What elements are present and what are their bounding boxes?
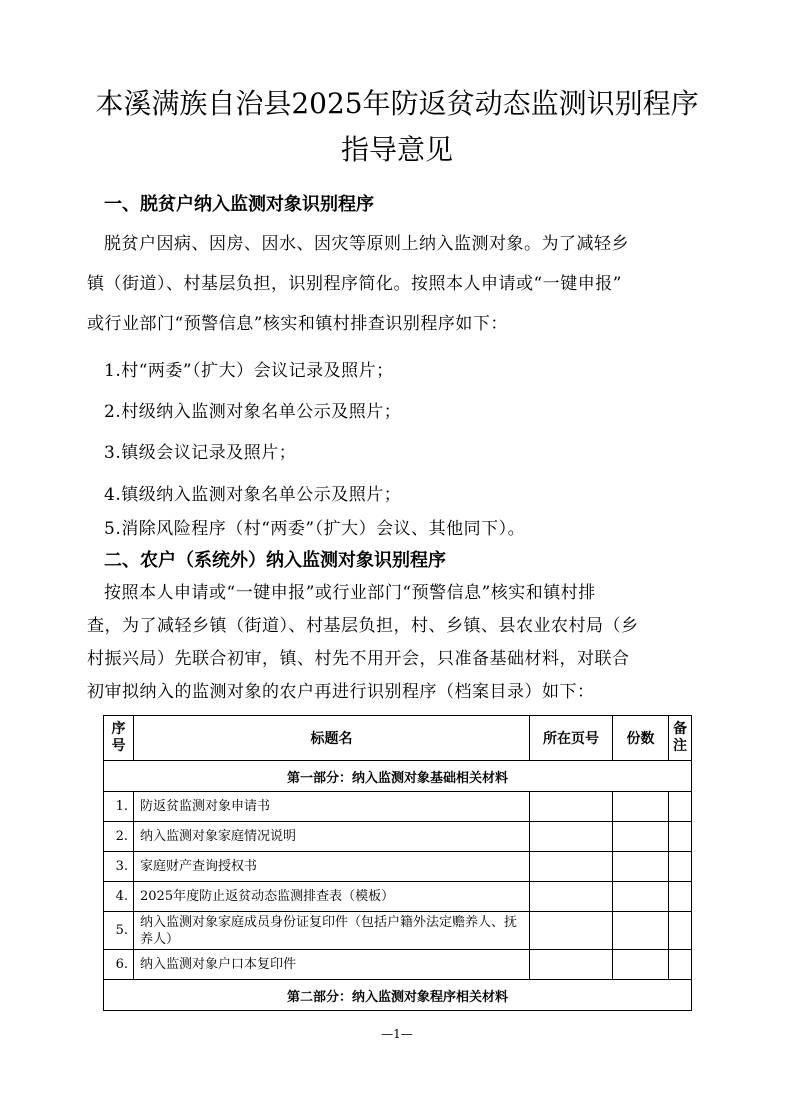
header-title: 标题名	[134, 716, 530, 761]
row-page-cell	[530, 822, 613, 852]
part2-label: 第二部分：纳入监测对象程序相关材料	[104, 980, 692, 1011]
row-number: 3.	[104, 852, 134, 882]
row-copies-cell	[613, 852, 669, 882]
row-remarks-cell	[669, 912, 692, 950]
paragraph-line: 按照本人申请或“一键申报”或行业部门“预警信息”核实和镇村排	[104, 583, 596, 603]
header-page-number: 所在页号	[530, 716, 613, 761]
row-copies-cell	[613, 822, 669, 852]
list-item: 2.村级纳入监测对象名单公示及照片；	[104, 402, 402, 422]
paragraph-line: 查，为了减轻乡镇（街道）、村基层负担，村、乡镇、县农业农村局（乡	[87, 616, 639, 636]
row-title: 家庭财产查询授权书	[134, 852, 530, 882]
table-row	[104, 912, 692, 950]
row-remarks-cell	[669, 792, 692, 822]
archive-catalog-table	[103, 715, 692, 1011]
table-section-row	[104, 980, 692, 1011]
header-remarks-char: 备	[673, 721, 687, 737]
row-number: 2.	[104, 822, 134, 852]
row-page-cell	[530, 950, 613, 980]
paragraph-line: 村振兴局）先联合初审，镇、村先不用开会，只准备基础材料，对联合	[87, 649, 630, 669]
row-number: 4.	[104, 882, 134, 912]
row-page-cell	[530, 792, 613, 822]
list-item: 3.镇级会议记录及照片；	[104, 443, 297, 463]
paragraph-line: 初审拟纳入的监测对象的农户再进行识别程序（档案目录）如下：	[87, 682, 595, 702]
row-number: 5.	[104, 912, 134, 950]
table-row	[104, 882, 692, 912]
row-copies-cell	[613, 882, 669, 912]
header-remarks	[669, 716, 692, 761]
page-number-footer: —1—	[381, 1027, 413, 1041]
paragraph-line: 镇（街道）、村基层负担，识别程序简化。按照本人申请或“一键申报”	[87, 274, 622, 294]
header-remarks-char: 注	[673, 738, 687, 754]
row-title: 2025年度防止返贫动态监测排查表（模板）	[134, 882, 530, 912]
header-seq-char: 号	[111, 738, 126, 754]
document-title-line1: 本溪满族自治县2025年防返贫动态监测识别程序	[95, 87, 699, 120]
row-page-cell	[530, 882, 613, 912]
table-row	[104, 852, 692, 882]
row-title: 纳入监测对象户口本复印件	[134, 950, 530, 980]
section2-paragraph	[87, 577, 719, 709]
table-header-row	[104, 716, 692, 761]
row-remarks-cell	[669, 882, 692, 912]
table-row	[104, 792, 692, 822]
header-seq-char: 序	[111, 721, 126, 737]
list-item: 1.村“两委”（扩大）会议记录及照片；	[104, 361, 394, 381]
section1-heading: 一、脱贫户纳入监测对象识别程序	[104, 194, 374, 215]
section1-paragraph	[87, 224, 719, 344]
list-item: 5.消除风险程序（村“两委”（扩大）会议、其他同下）。	[104, 519, 526, 539]
row-copies-cell	[613, 912, 669, 950]
row-title: 纳入监测对象家庭成员身份证复印件（包括户籍外法定赡养人、抚养人）	[134, 912, 530, 950]
table-row	[104, 950, 692, 980]
document-title-line2: 指导意见	[340, 133, 453, 166]
list-item: 4.镇级纳入监测对象名单公示及照片；	[104, 485, 402, 505]
section2-heading: 二、农户（系统外）纳入监测对象识别程序	[104, 550, 446, 571]
row-copies-cell	[613, 950, 669, 980]
row-number: 6.	[104, 950, 134, 980]
paragraph-line: 或行业部门“预警信息”核实和镇村排查识别程序如下：	[87, 314, 508, 334]
row-remarks-cell	[669, 852, 692, 882]
row-number: 1.	[104, 792, 134, 822]
row-title: 防返贫监测对象申请书	[134, 792, 530, 822]
row-page-cell	[530, 912, 613, 950]
header-seq	[104, 716, 134, 761]
row-title: 纳入监测对象家庭情况说明	[134, 822, 530, 852]
row-copies-cell	[613, 792, 669, 822]
part1-label: 第一部分：纳入监测对象基础相关材料	[104, 761, 692, 792]
row-remarks-cell	[669, 822, 692, 852]
header-copies: 份数	[613, 716, 669, 761]
row-page-cell	[530, 852, 613, 882]
paragraph-line: 脱贫户因病、因房、因水、因灾等原则上纳入监测对象。为了减轻乡	[104, 234, 629, 254]
table-section-row	[104, 761, 692, 792]
row-remarks-cell	[669, 950, 692, 980]
table-row	[104, 822, 692, 852]
